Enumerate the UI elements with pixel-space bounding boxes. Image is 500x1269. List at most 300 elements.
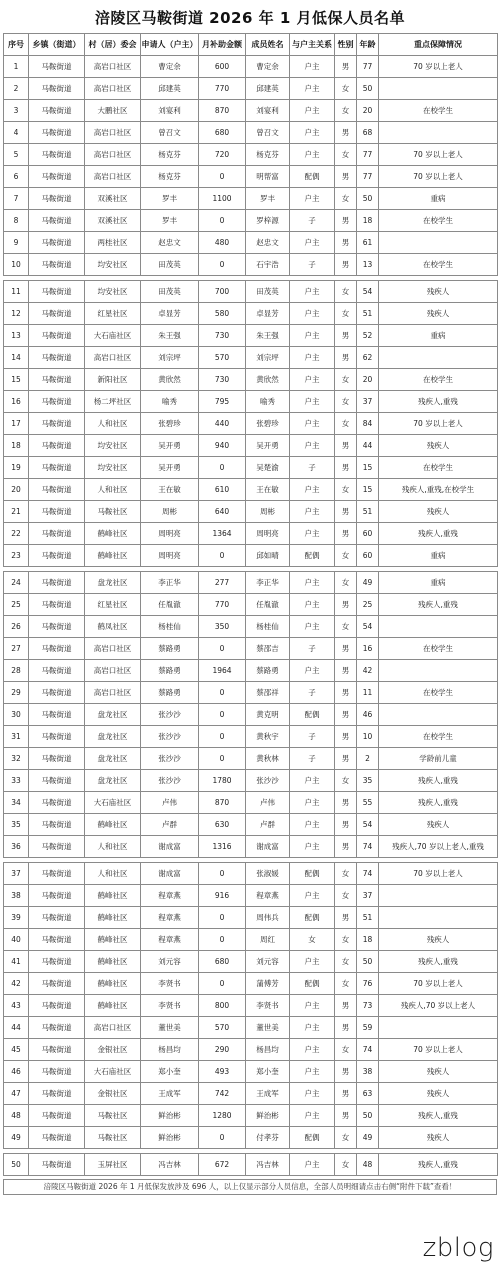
cell-gender: 女 bbox=[335, 951, 357, 973]
cell-seq: 31 bbox=[4, 726, 29, 748]
table-row bbox=[4, 748, 498, 770]
cell-condition: 残疾人,重残 bbox=[379, 523, 498, 545]
cell-township: 马鞍街道 bbox=[29, 1061, 85, 1083]
cell-applicant: 程章燕 bbox=[141, 907, 199, 929]
cell-member: 罗丰 bbox=[246, 188, 290, 210]
cell-gender: 男 bbox=[335, 1017, 357, 1039]
footer-note: 涪陵区马鞍街道 2026 年 1 月低保发放涉及 696 人，以上仅显示部分人员信息，全部人员明细请点击右侧“附件下载”查看！ bbox=[3, 1179, 497, 1195]
cell-condition: 70 岁以上老人 bbox=[379, 166, 498, 188]
cell-amount: 440 bbox=[199, 413, 246, 435]
cell-gender: 女 bbox=[335, 770, 357, 792]
cell-relation: 户主 bbox=[290, 281, 335, 303]
cell-relation: 户主 bbox=[290, 413, 335, 435]
recipient-table bbox=[3, 33, 498, 1176]
cell-age: 55 bbox=[357, 792, 379, 814]
cell-relation: 户主 bbox=[290, 1017, 335, 1039]
cell-amount: 570 bbox=[199, 1017, 246, 1039]
cell-condition: 重病 bbox=[379, 572, 498, 594]
cell-condition: 残疾人 bbox=[379, 1127, 498, 1149]
cell-seq: 22 bbox=[4, 523, 29, 545]
cell-age: 18 bbox=[357, 210, 379, 232]
cell-township: 马鞍街道 bbox=[29, 973, 85, 995]
table-row bbox=[4, 56, 498, 78]
cell-amount: 770 bbox=[199, 594, 246, 616]
cell-seq: 29 bbox=[4, 682, 29, 704]
cell-amount: 600 bbox=[199, 56, 246, 78]
header-condition: 重点保障情况 bbox=[379, 34, 498, 56]
cell-relation: 子 bbox=[290, 254, 335, 276]
cell-gender: 女 bbox=[335, 100, 357, 122]
cell-seq: 11 bbox=[4, 281, 29, 303]
cell-community: 鹤峰社区 bbox=[85, 929, 141, 951]
table-row bbox=[4, 325, 498, 347]
header-gender: 性别 bbox=[335, 34, 357, 56]
cell-age: 10 bbox=[357, 726, 379, 748]
cell-gender: 男 bbox=[335, 435, 357, 457]
cell-gender: 女 bbox=[335, 391, 357, 413]
cell-age: 51 bbox=[357, 501, 379, 523]
cell-township: 马鞍街道 bbox=[29, 122, 85, 144]
cell-community: 人和社区 bbox=[85, 863, 141, 885]
cell-relation: 子 bbox=[290, 726, 335, 748]
cell-community: 高岩口社区 bbox=[85, 78, 141, 100]
cell-age: 16 bbox=[357, 638, 379, 660]
cell-age: 20 bbox=[357, 100, 379, 122]
cell-community: 均安社区 bbox=[85, 281, 141, 303]
cell-gender: 男 bbox=[335, 907, 357, 929]
table-row bbox=[4, 523, 498, 545]
cell-applicant: 张沙沙 bbox=[141, 726, 199, 748]
cell-township: 马鞍街道 bbox=[29, 56, 85, 78]
cell-member: 邱建英 bbox=[246, 78, 290, 100]
cell-township: 马鞍街道 bbox=[29, 660, 85, 682]
cell-applicant: 李贤书 bbox=[141, 995, 199, 1017]
cell-amount: 680 bbox=[199, 122, 246, 144]
cell-relation: 户主 bbox=[290, 792, 335, 814]
table-row bbox=[4, 435, 498, 457]
cell-seq: 46 bbox=[4, 1061, 29, 1083]
cell-seq: 25 bbox=[4, 594, 29, 616]
cell-condition: 在校学生 bbox=[379, 369, 498, 391]
cell-age: 60 bbox=[357, 545, 379, 567]
cell-applicant: 曹定余 bbox=[141, 56, 199, 78]
cell-township: 马鞍街道 bbox=[29, 616, 85, 638]
cell-township: 马鞍街道 bbox=[29, 704, 85, 726]
cell-condition: 残疾人 bbox=[379, 814, 498, 836]
cell-relation: 配偶 bbox=[290, 973, 335, 995]
cell-relation: 户主 bbox=[290, 391, 335, 413]
cell-amount: 480 bbox=[199, 232, 246, 254]
cell-member: 赵忠文 bbox=[246, 232, 290, 254]
cell-age: 25 bbox=[357, 594, 379, 616]
cell-gender: 女 bbox=[335, 1039, 357, 1061]
cell-applicant: 杨昌均 bbox=[141, 1039, 199, 1061]
cell-seq: 48 bbox=[4, 1105, 29, 1127]
cell-amount: 742 bbox=[199, 1083, 246, 1105]
cell-community: 高岩口社区 bbox=[85, 682, 141, 704]
header-seq: 序号 bbox=[4, 34, 29, 56]
cell-condition: 在校学生 bbox=[379, 457, 498, 479]
cell-gender: 女 bbox=[335, 479, 357, 501]
cell-community: 高岩口社区 bbox=[85, 166, 141, 188]
cell-relation: 子 bbox=[290, 457, 335, 479]
cell-age: 77 bbox=[357, 56, 379, 78]
cell-age: 35 bbox=[357, 770, 379, 792]
cell-condition bbox=[379, 122, 498, 144]
cell-member: 石宇浩 bbox=[246, 254, 290, 276]
cell-member: 卢群 bbox=[246, 814, 290, 836]
header-age: 年龄 bbox=[357, 34, 379, 56]
cell-gender: 男 bbox=[335, 748, 357, 770]
cell-gender: 女 bbox=[335, 281, 357, 303]
cell-applicant: 周明亮 bbox=[141, 545, 199, 567]
cell-amount: 1280 bbox=[199, 1105, 246, 1127]
cell-amount: 1780 bbox=[199, 770, 246, 792]
cell-condition: 残疾人,70 岁以上老人 bbox=[379, 995, 498, 1017]
cell-township: 马鞍街道 bbox=[29, 885, 85, 907]
cell-condition: 70 岁以上老人 bbox=[379, 413, 498, 435]
cell-age: 42 bbox=[357, 660, 379, 682]
cell-condition bbox=[379, 347, 498, 369]
cell-age: 74 bbox=[357, 863, 379, 885]
cell-gender: 女 bbox=[335, 413, 357, 435]
cell-gender: 男 bbox=[335, 792, 357, 814]
table-row bbox=[4, 1105, 498, 1127]
cell-condition: 70 岁以上老人 bbox=[379, 144, 498, 166]
cell-applicant: 郑小奎 bbox=[141, 1061, 199, 1083]
cell-seq: 30 bbox=[4, 704, 29, 726]
cell-member: 鲜治彬 bbox=[246, 1105, 290, 1127]
table-row bbox=[4, 545, 498, 567]
cell-member: 张沙沙 bbox=[246, 770, 290, 792]
cell-member: 卢伟 bbox=[246, 792, 290, 814]
cell-seq: 49 bbox=[4, 1127, 29, 1149]
cell-gender: 女 bbox=[335, 863, 357, 885]
cell-community: 两桂社区 bbox=[85, 232, 141, 254]
cell-member: 冯吉林 bbox=[246, 1154, 290, 1176]
cell-relation: 配偶 bbox=[290, 545, 335, 567]
cell-amount: 680 bbox=[199, 951, 246, 973]
table-row bbox=[4, 973, 498, 995]
table-row bbox=[4, 1154, 498, 1176]
cell-member: 黄克明 bbox=[246, 704, 290, 726]
header-community: 村（居）委会 bbox=[85, 34, 141, 56]
cell-seq: 41 bbox=[4, 951, 29, 973]
cell-applicant: 程章燕 bbox=[141, 885, 199, 907]
cell-community: 均安社区 bbox=[85, 254, 141, 276]
table-row bbox=[4, 281, 498, 303]
cell-relation: 户主 bbox=[290, 885, 335, 907]
cell-gender: 男 bbox=[335, 836, 357, 858]
table-row bbox=[4, 1083, 498, 1105]
cell-amount: 0 bbox=[199, 254, 246, 276]
cell-age: 73 bbox=[357, 995, 379, 1017]
table-row bbox=[4, 232, 498, 254]
cell-condition: 重病 bbox=[379, 325, 498, 347]
cell-township: 马鞍街道 bbox=[29, 995, 85, 1017]
cell-township: 马鞍街道 bbox=[29, 369, 85, 391]
cell-seq: 39 bbox=[4, 907, 29, 929]
cell-seq: 28 bbox=[4, 660, 29, 682]
cell-relation: 配偶 bbox=[290, 704, 335, 726]
cell-age: 62 bbox=[357, 347, 379, 369]
cell-applicant: 李正华 bbox=[141, 572, 199, 594]
cell-amount: 800 bbox=[199, 995, 246, 1017]
table-row bbox=[4, 1061, 498, 1083]
table-row bbox=[4, 814, 498, 836]
table-row bbox=[4, 885, 498, 907]
cell-township: 马鞍街道 bbox=[29, 1039, 85, 1061]
cell-seq: 24 bbox=[4, 572, 29, 594]
cell-seq: 37 bbox=[4, 863, 29, 885]
table-row bbox=[4, 682, 498, 704]
cell-age: 38 bbox=[357, 1061, 379, 1083]
cell-township: 马鞍街道 bbox=[29, 210, 85, 232]
cell-township: 马鞍街道 bbox=[29, 1154, 85, 1176]
cell-applicant: 蔡路勇 bbox=[141, 660, 199, 682]
cell-seq: 7 bbox=[4, 188, 29, 210]
cell-applicant: 卢伟 bbox=[141, 792, 199, 814]
cell-gender: 女 bbox=[335, 144, 357, 166]
cell-township: 马鞍街道 bbox=[29, 836, 85, 858]
cell-age: 2 bbox=[357, 748, 379, 770]
cell-applicant: 鲜治彬 bbox=[141, 1127, 199, 1149]
cell-amount: 0 bbox=[199, 973, 246, 995]
cell-community: 盘龙社区 bbox=[85, 704, 141, 726]
cell-seq: 43 bbox=[4, 995, 29, 1017]
cell-community: 金银社区 bbox=[85, 1039, 141, 1061]
cell-seq: 21 bbox=[4, 501, 29, 523]
cell-township: 马鞍街道 bbox=[29, 770, 85, 792]
cell-applicant: 吴开勇 bbox=[141, 457, 199, 479]
cell-age: 50 bbox=[357, 1105, 379, 1127]
cell-applicant: 刘元容 bbox=[141, 951, 199, 973]
cell-member: 黄秋宇 bbox=[246, 726, 290, 748]
cell-condition: 残疾人,重残 bbox=[379, 594, 498, 616]
cell-township: 马鞍街道 bbox=[29, 863, 85, 885]
cell-applicant: 卢群 bbox=[141, 814, 199, 836]
cell-seq: 19 bbox=[4, 457, 29, 479]
cell-applicant: 程章燕 bbox=[141, 929, 199, 951]
cell-condition: 残疾人 bbox=[379, 1061, 498, 1083]
cell-township: 马鞍街道 bbox=[29, 929, 85, 951]
cell-amount: 0 bbox=[199, 748, 246, 770]
cell-applicant: 曾召文 bbox=[141, 122, 199, 144]
table-row bbox=[4, 638, 498, 660]
cell-township: 马鞍街道 bbox=[29, 166, 85, 188]
cell-member: 曾召文 bbox=[246, 122, 290, 144]
cell-age: 49 bbox=[357, 572, 379, 594]
cell-condition: 残疾人,重残 bbox=[379, 951, 498, 973]
table-row bbox=[4, 929, 498, 951]
cell-amount: 640 bbox=[199, 501, 246, 523]
cell-relation: 户主 bbox=[290, 122, 335, 144]
table-row bbox=[4, 122, 498, 144]
cell-gender: 女 bbox=[335, 616, 357, 638]
cell-age: 63 bbox=[357, 1083, 379, 1105]
cell-applicant: 王在敏 bbox=[141, 479, 199, 501]
cell-amount: 770 bbox=[199, 78, 246, 100]
cell-township: 马鞍街道 bbox=[29, 188, 85, 210]
cell-seq: 10 bbox=[4, 254, 29, 276]
table-row bbox=[4, 1127, 498, 1149]
cell-member: 任胤澈 bbox=[246, 594, 290, 616]
cell-member: 喻秀 bbox=[246, 391, 290, 413]
cell-applicant: 蔡路勇 bbox=[141, 638, 199, 660]
watermark: zblog bbox=[422, 1233, 494, 1263]
cell-member: 王成军 bbox=[246, 1083, 290, 1105]
cell-amount: 0 bbox=[199, 457, 246, 479]
cell-age: 13 bbox=[357, 254, 379, 276]
cell-gender: 男 bbox=[335, 682, 357, 704]
cell-relation: 户主 bbox=[290, 951, 335, 973]
cell-gender: 男 bbox=[335, 1061, 357, 1083]
cell-seq: 23 bbox=[4, 545, 29, 567]
cell-gender: 女 bbox=[335, 1154, 357, 1176]
table-row bbox=[4, 254, 498, 276]
cell-relation: 子 bbox=[290, 748, 335, 770]
table-row bbox=[4, 457, 498, 479]
cell-community: 均安社区 bbox=[85, 457, 141, 479]
cell-township: 马鞍街道 bbox=[29, 545, 85, 567]
cell-condition: 70 岁以上老人 bbox=[379, 863, 498, 885]
cell-age: 20 bbox=[357, 369, 379, 391]
cell-community: 鹤峰社区 bbox=[85, 545, 141, 567]
cell-member: 刘元容 bbox=[246, 951, 290, 973]
cell-gender: 男 bbox=[335, 1105, 357, 1127]
cell-applicant: 黄欣然 bbox=[141, 369, 199, 391]
cell-member: 罗梓源 bbox=[246, 210, 290, 232]
cell-age: 77 bbox=[357, 144, 379, 166]
cell-condition bbox=[379, 885, 498, 907]
cell-applicant: 喻秀 bbox=[141, 391, 199, 413]
cell-amount: 672 bbox=[199, 1154, 246, 1176]
cell-age: 46 bbox=[357, 704, 379, 726]
cell-amount: 0 bbox=[199, 638, 246, 660]
cell-community: 新阳社区 bbox=[85, 369, 141, 391]
cell-seq: 36 bbox=[4, 836, 29, 858]
cell-applicant: 田茂英 bbox=[141, 281, 199, 303]
cell-gender: 男 bbox=[335, 122, 357, 144]
cell-amount: 493 bbox=[199, 1061, 246, 1083]
cell-applicant: 刘宗坪 bbox=[141, 347, 199, 369]
cell-relation: 户主 bbox=[290, 144, 335, 166]
cell-amount: 0 bbox=[199, 1127, 246, 1149]
cell-amount: 0 bbox=[199, 545, 246, 567]
cell-age: 84 bbox=[357, 413, 379, 435]
table-row bbox=[4, 836, 498, 858]
cell-relation: 户主 bbox=[290, 325, 335, 347]
cell-township: 马鞍街道 bbox=[29, 413, 85, 435]
cell-relation: 户主 bbox=[290, 836, 335, 858]
cell-gender: 女 bbox=[335, 885, 357, 907]
cell-gender: 男 bbox=[335, 232, 357, 254]
cell-township: 马鞍街道 bbox=[29, 1127, 85, 1149]
cell-member: 周明亮 bbox=[246, 523, 290, 545]
cell-condition: 在校学生 bbox=[379, 100, 498, 122]
cell-seq: 16 bbox=[4, 391, 29, 413]
cell-community: 盘龙社区 bbox=[85, 748, 141, 770]
cell-condition: 70 岁以上老人 bbox=[379, 973, 498, 995]
cell-community: 鹤峰社区 bbox=[85, 523, 141, 545]
cell-member: 张碧珍 bbox=[246, 413, 290, 435]
cell-amount: 630 bbox=[199, 814, 246, 836]
cell-applicant: 杨克芬 bbox=[141, 166, 199, 188]
cell-gender: 男 bbox=[335, 325, 357, 347]
cell-applicant: 吴开勇 bbox=[141, 435, 199, 457]
cell-community: 鹤峰社区 bbox=[85, 907, 141, 929]
cell-amount: 0 bbox=[199, 210, 246, 232]
cell-relation: 户主 bbox=[290, 616, 335, 638]
cell-township: 马鞍街道 bbox=[29, 594, 85, 616]
table-row bbox=[4, 660, 498, 682]
cell-member: 程章燕 bbox=[246, 885, 290, 907]
cell-condition bbox=[379, 907, 498, 929]
cell-applicant: 谢成富 bbox=[141, 863, 199, 885]
cell-township: 马鞍街道 bbox=[29, 325, 85, 347]
table-row bbox=[4, 413, 498, 435]
cell-applicant: 周彬 bbox=[141, 501, 199, 523]
cell-applicant: 张碧珍 bbox=[141, 413, 199, 435]
cell-seq: 33 bbox=[4, 770, 29, 792]
cell-condition bbox=[379, 232, 498, 254]
cell-applicant: 赵忠文 bbox=[141, 232, 199, 254]
cell-seq: 18 bbox=[4, 435, 29, 457]
cell-condition: 重病 bbox=[379, 545, 498, 567]
cell-township: 马鞍街道 bbox=[29, 254, 85, 276]
cell-member: 刘宗坪 bbox=[246, 347, 290, 369]
cell-member: 蔡邵吉 bbox=[246, 638, 290, 660]
cell-gender: 女 bbox=[335, 1127, 357, 1149]
cell-township: 马鞍街道 bbox=[29, 638, 85, 660]
cell-relation: 配偶 bbox=[290, 166, 335, 188]
cell-condition: 在校学生 bbox=[379, 210, 498, 232]
cell-member: 田茂英 bbox=[246, 281, 290, 303]
cell-relation: 户主 bbox=[290, 479, 335, 501]
cell-seq: 14 bbox=[4, 347, 29, 369]
cell-seq: 6 bbox=[4, 166, 29, 188]
cell-age: 54 bbox=[357, 814, 379, 836]
cell-relation: 户主 bbox=[290, 1061, 335, 1083]
cell-gender: 女 bbox=[335, 78, 357, 100]
cell-township: 马鞍街道 bbox=[29, 682, 85, 704]
cell-member: 杨桂仙 bbox=[246, 616, 290, 638]
cell-amount: 580 bbox=[199, 303, 246, 325]
cell-member: 明帮富 bbox=[246, 166, 290, 188]
cell-amount: 916 bbox=[199, 885, 246, 907]
cell-gender: 女 bbox=[335, 973, 357, 995]
cell-community: 盘龙社区 bbox=[85, 726, 141, 748]
cell-township: 马鞍街道 bbox=[29, 435, 85, 457]
cell-relation: 户主 bbox=[290, 594, 335, 616]
cell-township: 马鞍街道 bbox=[29, 144, 85, 166]
cell-gender: 男 bbox=[335, 347, 357, 369]
cell-township: 马鞍街道 bbox=[29, 1083, 85, 1105]
cell-relation: 配偶 bbox=[290, 1127, 335, 1149]
cell-member: 黄秋林 bbox=[246, 748, 290, 770]
cell-condition: 残疾人,重残 bbox=[379, 1154, 498, 1176]
cell-member: 朱王强 bbox=[246, 325, 290, 347]
cell-amount: 0 bbox=[199, 929, 246, 951]
cell-relation: 户主 bbox=[290, 1105, 335, 1127]
cell-gender: 男 bbox=[335, 660, 357, 682]
cell-amount: 570 bbox=[199, 347, 246, 369]
header-member: 成员姓名 bbox=[246, 34, 290, 56]
cell-applicant: 蔡路勇 bbox=[141, 682, 199, 704]
cell-seq: 8 bbox=[4, 210, 29, 232]
cell-amount: 0 bbox=[199, 704, 246, 726]
cell-community: 杨二坪社区 bbox=[85, 391, 141, 413]
